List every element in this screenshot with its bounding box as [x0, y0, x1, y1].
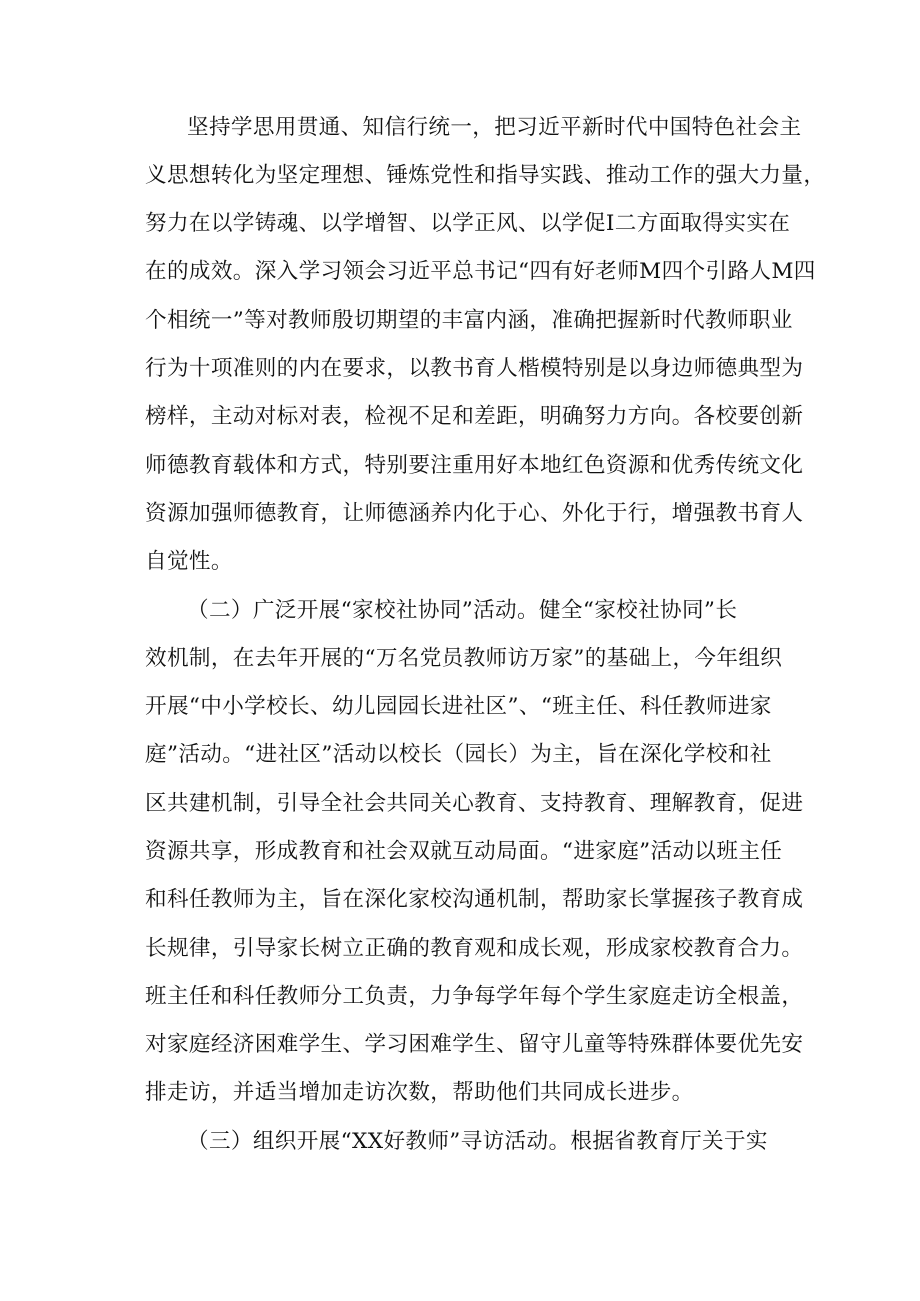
text-line: （三）组织开展“XX好教师”寻访活动。根据省教育厅关于实: [187, 1129, 768, 1154]
text-line: 坚持学思用贯通、知信行统一，把习近平新时代中国特色社会主: [187, 115, 802, 140]
text-line: 开展“中小学校长、幼儿园园长进社区”、“班主任、科任教师进家: [145, 694, 772, 719]
text-line: 对家庭经济困难学生、学习困难学生、留守儿童等特殊群体要优先安: [145, 1032, 804, 1057]
text-line: 义思想转化为坚定理想、锤炼党性和指导实践、推动工作的强大力量，: [145, 163, 826, 188]
text-line: 资源共享，形成教育和社会双就互动局面。“进家庭”活动以班主任: [145, 839, 783, 864]
text-line: 长规律，引导家长树立正确的教育观和成长观，形成家校教育合力。: [145, 936, 804, 961]
text-line: 效机制，在去年开展的“万名党员教师访万家”的基础上，今年组织: [145, 646, 783, 671]
text-line: 努力在以学铸魂、以学增智、以学正风、以学促I二方面取得实实在: [145, 211, 791, 236]
text-line: 和科任教师为主，旨在深化家校沟通机制，帮助家长掌握孩子教育成: [145, 887, 804, 912]
text-line: 师德教育载体和方式，特别要注重用好本地红色资源和优秀传统文化: [145, 453, 804, 478]
text-line: 资源加强师德教育，让师德涵养内化于心、外化于行，增强教书育人: [145, 501, 804, 526]
text-line: 排走访，并适当增加走访次数，帮助他们共同成长进步。: [145, 1080, 694, 1105]
text-line: 自觉性。: [145, 549, 233, 574]
text-line: 个相统一”等对教师殷切期望的丰富内涵，准确把握新时代教师职业: [145, 308, 793, 333]
text-line: 庭”活动。“进社区”活动以校长（园长）为主，旨在深化学校和社: [145, 742, 772, 767]
text-line: 榜样，主动对标对表，检视不足和差距，明确努力方向。各校要创新: [145, 404, 804, 429]
text-line: 行为十项准则的内在要求，以教书育人楷模特别是以身边师德典型为: [145, 356, 804, 381]
text-line: 在的成效。深入学习领会习近平总书记“四有好老师M四个引路人M四: [145, 259, 816, 284]
text-line: （二）广泛开展“家校社协同”活动。健全“家校社协同”长: [187, 598, 738, 623]
text-line: 区共建机制，引导全社会共同关心教育、支持教育、理解教育，促进: [145, 791, 804, 816]
text-line: 班主任和科任教师分工负责，力争每学年每个学生家庭走访全根盖，: [145, 984, 804, 1009]
